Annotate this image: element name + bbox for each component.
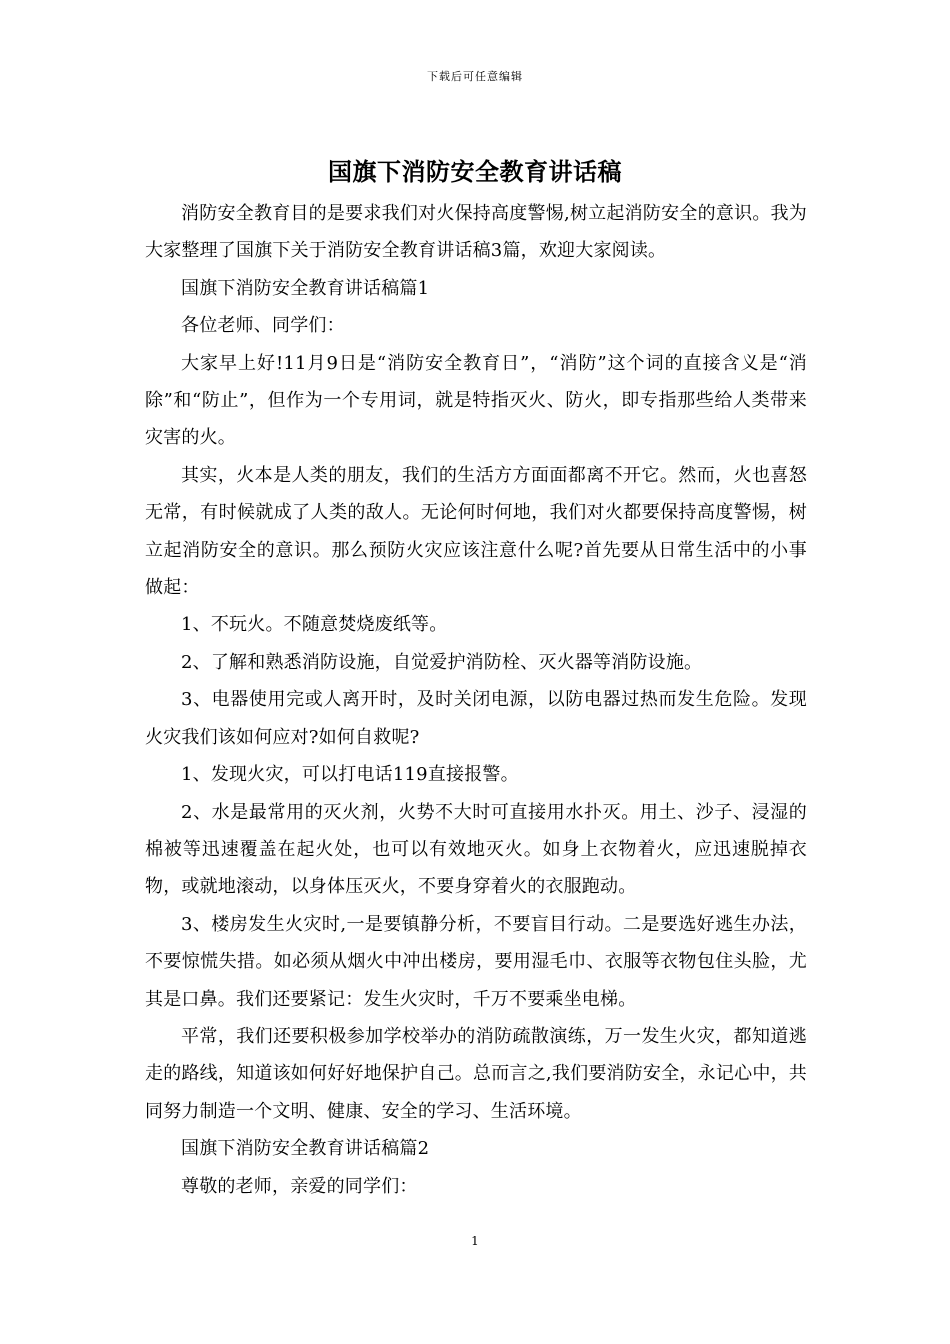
- list-item: 1、不玩火。不随意焚烧废纸等。: [181, 614, 448, 636]
- section-heading-2: 国旗下消防安全教育讲话稿篇2: [181, 1138, 430, 1160]
- list-item: 3、电器使用完或人离开时，及时关闭电源，以防电器过热而发生危险。发现火灾我们该如何应对?如何自救呢?: [145, 689, 807, 748]
- salutation-2: 尊敬的老师，亲爱的同学们：: [181, 1175, 418, 1197]
- section-heading-1: 国旗下消防安全教育讲话稿篇1: [181, 277, 430, 299]
- list-item: 2、水是最常用的灭火剂，火势不大时可直接用水扑灭。用土、沙子、浸湿的棉被等迅速覆盖在起火处，也可以有效地灭火。如身上衣物着火，应迅速脱掉衣物，或就地滚动，以身体压灭火，不要身穿着火的衣服跑动。: [145, 801, 807, 898]
- document-title: 国旗下消防安全教育讲话稿: [328, 158, 622, 186]
- body-paragraph: 其实，火本是人类的朋友，我们的生活方方面面都离不开它。然而，火也喜怒无常，有时候就成了人类的敌人。无论何时何地，我们对火都要保持高度警惕，树立起消防安全的意识。那么预防火灾应该注意什么呢?首先要从日常生活中的小事做起：: [145, 464, 807, 599]
- body-paragraph: 大家早上好!11月9日是“消防安全教育日”，“消防”这个词的直接含义是“消除”和“防止”，但作为一个专用词，就是特指灭火、防火，即专指那些给人类带来灾害的火。: [145, 352, 807, 449]
- body-paragraph: 平常，我们还要积极参加学校举办的消防疏散演练，万一发生火灾，都知道逃走的路线，知道该如何好好地保护自己。总而言之,我们要消防安全，永记心中，共同努力制造一个文明、健康、安全的学习、生活环境。: [145, 1025, 807, 1122]
- list-item: 2、了解和熟悉消防设施，自觉爱护消防栓、灭火器等消防设施。: [181, 651, 703, 673]
- list-item: 3、楼房发生火灾时,一是要镇静分析，不要盲目行动。二是要选好逃生办法，不要惊慌失措。如必须从烟火中冲出楼房，要用湿毛巾、衣服等衣物包住头脸，尤其是口鼻。我们还要紧记：发生火灾时，千万不要乘坐电梯。: [145, 913, 807, 1010]
- header-note: 下载后可任意编辑: [427, 70, 523, 83]
- intro-paragraph: 消防安全教育目的是要求我们对火保持高度警惕,树立起消防安全的意识。我为大家整理了国旗下关于消防安全教育讲话稿3篇，欢迎大家阅读。: [145, 203, 807, 262]
- page-number: 1: [471, 1234, 479, 1248]
- salutation-1: 各位老师、同学们：: [181, 315, 345, 337]
- list-item: 1、发现火灾，可以打电话119直接报警。: [181, 764, 519, 786]
- document-body: [145, 195, 807, 1205]
